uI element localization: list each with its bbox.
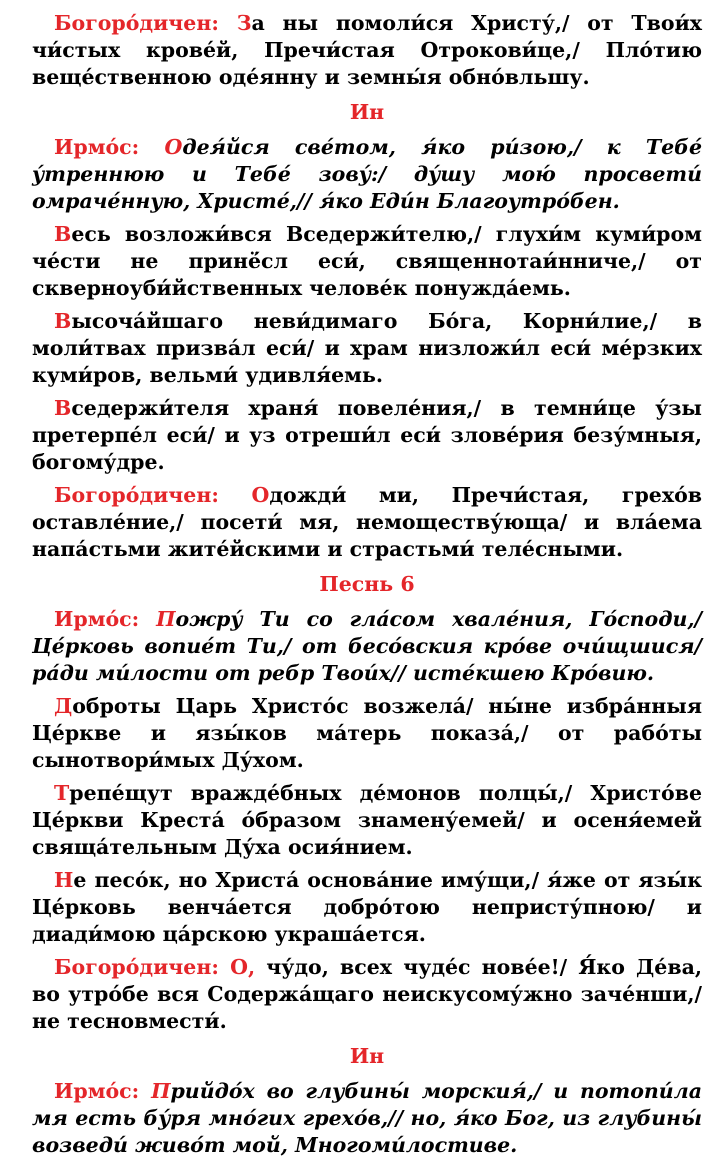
paragraph-irmos-1 (32, 134, 702, 215)
paragraph-text: есь возложи́вся Вседержи́телю,/ глухи́м куми́ром че́сти не принё́сл еси́, священнотаи́нниче,/ от скверноуби́йственных челове́к понужда́емь. (32, 222, 702, 300)
drop-initial: В (54, 396, 72, 420)
label: Богоро́дичен: (54, 955, 231, 979)
paragraph-troparion-4 (32, 693, 702, 774)
paragraph-text: чу́до, всех чуде́с нове́е!/ Я́ко Де́ва, во утро́бе вся Содержа́щаго неискусому́жно заче́нши,/ не тесновмести́. (32, 955, 702, 1033)
paragraph-text: рийдо́х во глубины́ морския́,/ и потопи́ла мя есть бу́ря мно́гих грехо́в,// но, я́ко Бог, из глубины́ возведи́ живо́т мой, Многоми́лостиве. (32, 1079, 702, 1157)
drop-initial: З (236, 11, 252, 35)
drop-initial: О (251, 483, 270, 507)
paragraph-troparion-5 (32, 780, 702, 861)
paragraph-text: ожру́ Ти со гла́сом хвале́ния, Го́споди,/ Це́рковь вопие́т Ти,/ от бесо́вския кро́ве очи́щшися/ ра́ди ми́лости от ребр Твои́х// исте́кшею Кро́вию. (32, 607, 702, 685)
paragraph-irmos-2 (32, 606, 702, 687)
section-heading-pesn-6: Песнь 6 (319, 572, 415, 596)
drop-initial: П (156, 607, 176, 631)
paragraph-troparion-1 (32, 221, 702, 302)
section-heading-in-2: Ин (349, 1044, 385, 1068)
drop-initial: Т (54, 781, 70, 805)
drop-initial: В (54, 309, 72, 333)
paragraph-text: дожди́ ми, Пречи́стая, грехо́в оставле́ние,/ посети́ мя, немоществу́юща/ и вла́ема напа́стьми жите́йскими и страстьми́ теле́сными. (32, 483, 702, 561)
label: Ирмо́с: (54, 607, 157, 631)
label: Ирмо́с: (54, 135, 165, 159)
paragraph-text: седержи́теля храня́ повеле́ния,/ в темни́це у́зы претерпе́л еси́/ и уз отреши́л еси́ злове́рия безу́мныя, богому́дре. (32, 396, 702, 474)
paragraph-bogorodichen-3 (32, 954, 702, 1035)
paragraph-bogorodichen-1 (32, 10, 702, 91)
label: Богоро́дичен: (54, 11, 237, 35)
page-text (32, 10, 702, 1165)
paragraph-irmos-3 (32, 1078, 702, 1159)
drop-initial: В (54, 222, 72, 246)
drop-initial: П (151, 1079, 171, 1103)
label: Ирмо́с: (54, 1079, 152, 1103)
label: Богоро́дичен: (54, 483, 252, 507)
paragraph-troparion-6 (32, 867, 702, 948)
drop-initial: Д (54, 694, 73, 718)
paragraph-bogorodichen-2 (32, 482, 702, 563)
paragraph-text: е песо́к, но Христа́ основа́ние иму́щи,/ я́же от язы́к Це́рковь венча́ется добро́тою непристу́пною/ и диади́мою ца́рскою украша́ется. (32, 868, 702, 946)
drop-initial: О, (230, 955, 256, 979)
paragraph-text: репе́щут вражде́бных де́монов полцы́,/ Христо́ве Це́ркви Креста́ о́бразом знамену́емей/ и осеня́емей свяща́тельным Ду́ха осия́нием. (32, 781, 702, 859)
paragraph-troparion-2 (32, 308, 702, 389)
section-heading-in-1: Ин (349, 100, 385, 124)
drop-initial: Н (54, 868, 74, 892)
drop-initial: О (164, 135, 183, 159)
paragraph-text: дея́йся све́том, я́ко ри́зою,/ к Тебе́ у́треннюю и Тебе́ зову́:/ ду́шу мою́ просвети́ омраче́нную, Христе́,// я́ко Еди́н Благоутро́бен. (32, 135, 702, 213)
paragraph-troparion-3 (32, 395, 702, 476)
paragraph-text: ысоча́йшаго неви́димаго Бо́га, Корни́лие,/ в моли́твах призва́л еси́/ и храм низложи́л еси́ ме́рзких куми́ров, вельми́ удивля́емь. (32, 309, 702, 387)
paragraph-text: оброты Царь Христо́с возжела́/ ны́не избра́нныя Це́ркве и язы́ков ма́терь показа́,/ от рабо́ты сынотвори́мых Ду́хом. (32, 694, 702, 772)
paragraph-text: а ны помоли́ся Христу́,/ от Твои́х чи́стых крове́й, Пречи́стая Отрокови́це,/ Пло́тию веще́ственною оде́янну и земны́я обно́вльшу. (32, 11, 702, 89)
